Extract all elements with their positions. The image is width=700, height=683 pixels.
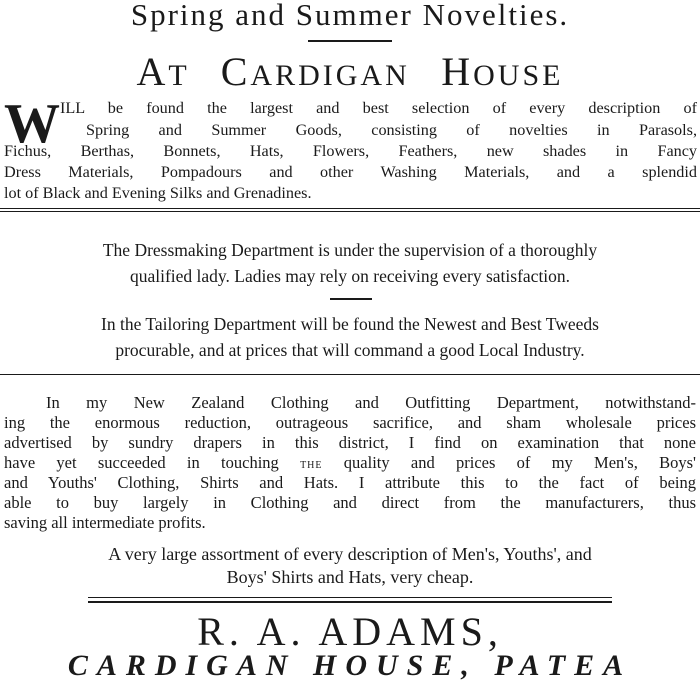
intro-line-1: ILL be found the largest and best selection of every description of bbox=[60, 99, 697, 117]
subheadline-at-rest: T bbox=[168, 59, 190, 92]
clothing-line-1: In my New Zealand Clothing and Outfitting Department, notwithstand- bbox=[46, 393, 696, 412]
subheadline-cardigan-rest: ARDIGAN bbox=[250, 59, 410, 92]
dressmaking-line-1: The Dressmaking Department is under the supervision of a thoroughly bbox=[102, 240, 598, 260]
subheadline bbox=[0, 48, 700, 95]
dressmaking-line-2: qualified lady. Ladies may rely on receiving every satisfaction. bbox=[129, 266, 571, 286]
clothing-line-2: ing the enormous reduction, outrageous sacrifice, and sham wholesale prices bbox=[4, 413, 696, 432]
headline: Spring and Summer Novelties. bbox=[130, 0, 570, 32]
assortment-line-1: A very large assortment of every description of Men's, Youths', and bbox=[108, 544, 592, 564]
intro-line-3: Fichus, Berthas, Bonnets, Hats, Flowers, Feathers, new shades in Fancy bbox=[4, 142, 697, 160]
clothing-line-4-pre: have yet succeeded in touching bbox=[4, 453, 279, 472]
intro-drop-cap: W bbox=[4, 93, 60, 155]
section-divider-1b bbox=[0, 211, 700, 212]
subheadline-at-cap: A bbox=[136, 49, 169, 94]
subheadline-cardigan-cap: C bbox=[220, 49, 251, 94]
clothing-line-3: advertised by sundry drapers in this district, I find on examination that none bbox=[4, 433, 696, 452]
signature-rule-bottom bbox=[88, 601, 612, 603]
short-rule bbox=[330, 298, 372, 300]
subheadline-house-rest: OUSE bbox=[473, 59, 564, 92]
intro-line-4: Dress Materials, Pompadours and other Washing Materials, and a splendid bbox=[4, 163, 697, 181]
intro-line-5: lot of Black and Evening Silks and Grenadines. bbox=[4, 184, 312, 202]
clothing-line-7: saving all intermediate profits. bbox=[4, 513, 206, 532]
tailoring-line-2: procurable, and at prices that will command a good Local Industry. bbox=[115, 340, 585, 360]
clothing-line-4-the: THE bbox=[300, 460, 323, 471]
clothing-line-5: and Youths' Clothing, Shirts and Hats. I attribute this to the fact of being bbox=[4, 473, 696, 492]
assortment-line-2: Boys' Shirts and Hats, very cheap. bbox=[226, 567, 474, 587]
tailoring-line-1: In the Tailoring Department will be found the Newest and Best Tweeds bbox=[101, 314, 599, 334]
merchant-place: CARDIGAN HOUSE, PATEA bbox=[67, 649, 633, 682]
section-divider-2 bbox=[0, 374, 700, 375]
subheadline-house-cap: H bbox=[441, 49, 474, 94]
merchant-name: R. A. ADAMS, bbox=[197, 609, 503, 654]
signature-rule-top bbox=[88, 597, 612, 598]
section-divider-1 bbox=[0, 208, 700, 209]
clothing-line-6: able to buy largely in Clothing and direct from the manufacturers, thus bbox=[4, 493, 696, 512]
headline-rule bbox=[308, 40, 392, 42]
intro-line-2: Spring and Summer Goods, consisting of novelties in Parasols, bbox=[86, 121, 697, 139]
clothing-line-4-post: quality and prices of my Men's, Boys' bbox=[343, 453, 696, 472]
